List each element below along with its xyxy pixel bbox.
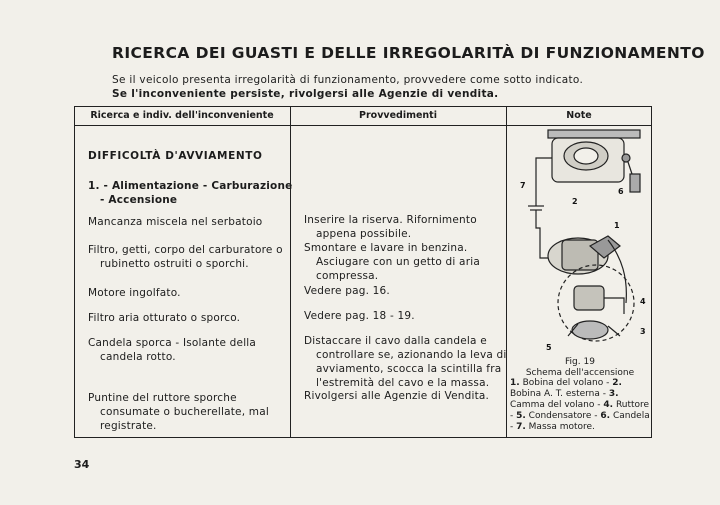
problem-1: Mancanza miscela nel serbatoio [88, 216, 263, 228]
ignition-schematic-diagram [508, 128, 650, 353]
header-notes: Note [566, 110, 592, 121]
header-divider [74, 125, 652, 126]
spark-plug-6 [630, 174, 640, 192]
callout-1: 1 [614, 221, 620, 230]
problem-4: Filtro aria otturato o sporco. [88, 312, 241, 324]
callout-6: 6 [618, 187, 624, 196]
remedy-3: Vedere pag. 16. [304, 285, 390, 297]
callout-7: 7 [520, 181, 526, 190]
page-title: RICERCA DEI GUASTI E DELLE IRREGOLARITÀ DI FUNZIONAMENTO [112, 44, 705, 62]
remedy-2: Smontare e lavare in benzina. Asciugare con un getto di aria compressa. [304, 242, 480, 282]
condenser-5 [572, 321, 608, 339]
remedy-6: Rivolgersi alle Agenzie di Vendita. [304, 390, 490, 402]
callout-5: 5 [546, 343, 552, 352]
section-title: DIFFICOLTÀ D'AVVIAMENTO [88, 150, 263, 162]
header-problem: Ricerca e indiv. dell'inconveniente [90, 110, 274, 121]
problem-5: Candela sporca - Isolante della candela rotto. [88, 337, 257, 363]
problem-2: Filtro, getti, corpo del carburatore o rubinetto ostruiti o sporchi. [88, 244, 283, 270]
callout-2: 2 [572, 197, 578, 206]
breaker-4 [574, 286, 604, 310]
table-border-right [651, 107, 652, 437]
top-bracket-hatch [548, 130, 640, 138]
header-remedy: Provvedimenti [359, 110, 437, 121]
problem-3: Motore ingolfato. [88, 287, 181, 299]
column-divider-1 [290, 107, 291, 437]
page-number: 34 [74, 458, 90, 471]
figure-legend: 1. Bobina del volano - 2. Bobina A. T. esterna - 3. Camma del volano - 4. Ruttore - 5. Condensatore - 6. Candela - 7. Massa motore. [510, 378, 650, 432]
remedy-4: Vedere pag. 18 - 19. [304, 310, 415, 322]
remedy-5: Distaccare il cavo dalla candela e controllare se, azionando la leva di avviamento, scocca la scintilla fra l'estremità del cavo e la massa. [304, 335, 507, 389]
subsection-title: 1. - Alimentazione - Carburazione - Accensione [88, 180, 293, 206]
table-border-left [74, 107, 75, 437]
callout-3: 3 [640, 327, 646, 336]
intro-line-2: Se l'inconveniente persiste, rivolgersi alle Agenzie di vendita. [112, 88, 499, 100]
callout-4: 4 [640, 297, 646, 306]
figure-label: Fig. 19 [565, 357, 595, 367]
remedy-1: Inserire la riserva. Rifornimento appena possibile. [304, 214, 477, 240]
figure-caption-title: Schema dell'accensione [525, 368, 635, 378]
problem-6: Puntine del ruttore sporche consumate o bucherellate, mal registrate. [88, 392, 269, 432]
intro-line-1: Se il veicolo presenta irregolarità di funzionamento, provvedere come sotto indicato. [112, 74, 584, 86]
